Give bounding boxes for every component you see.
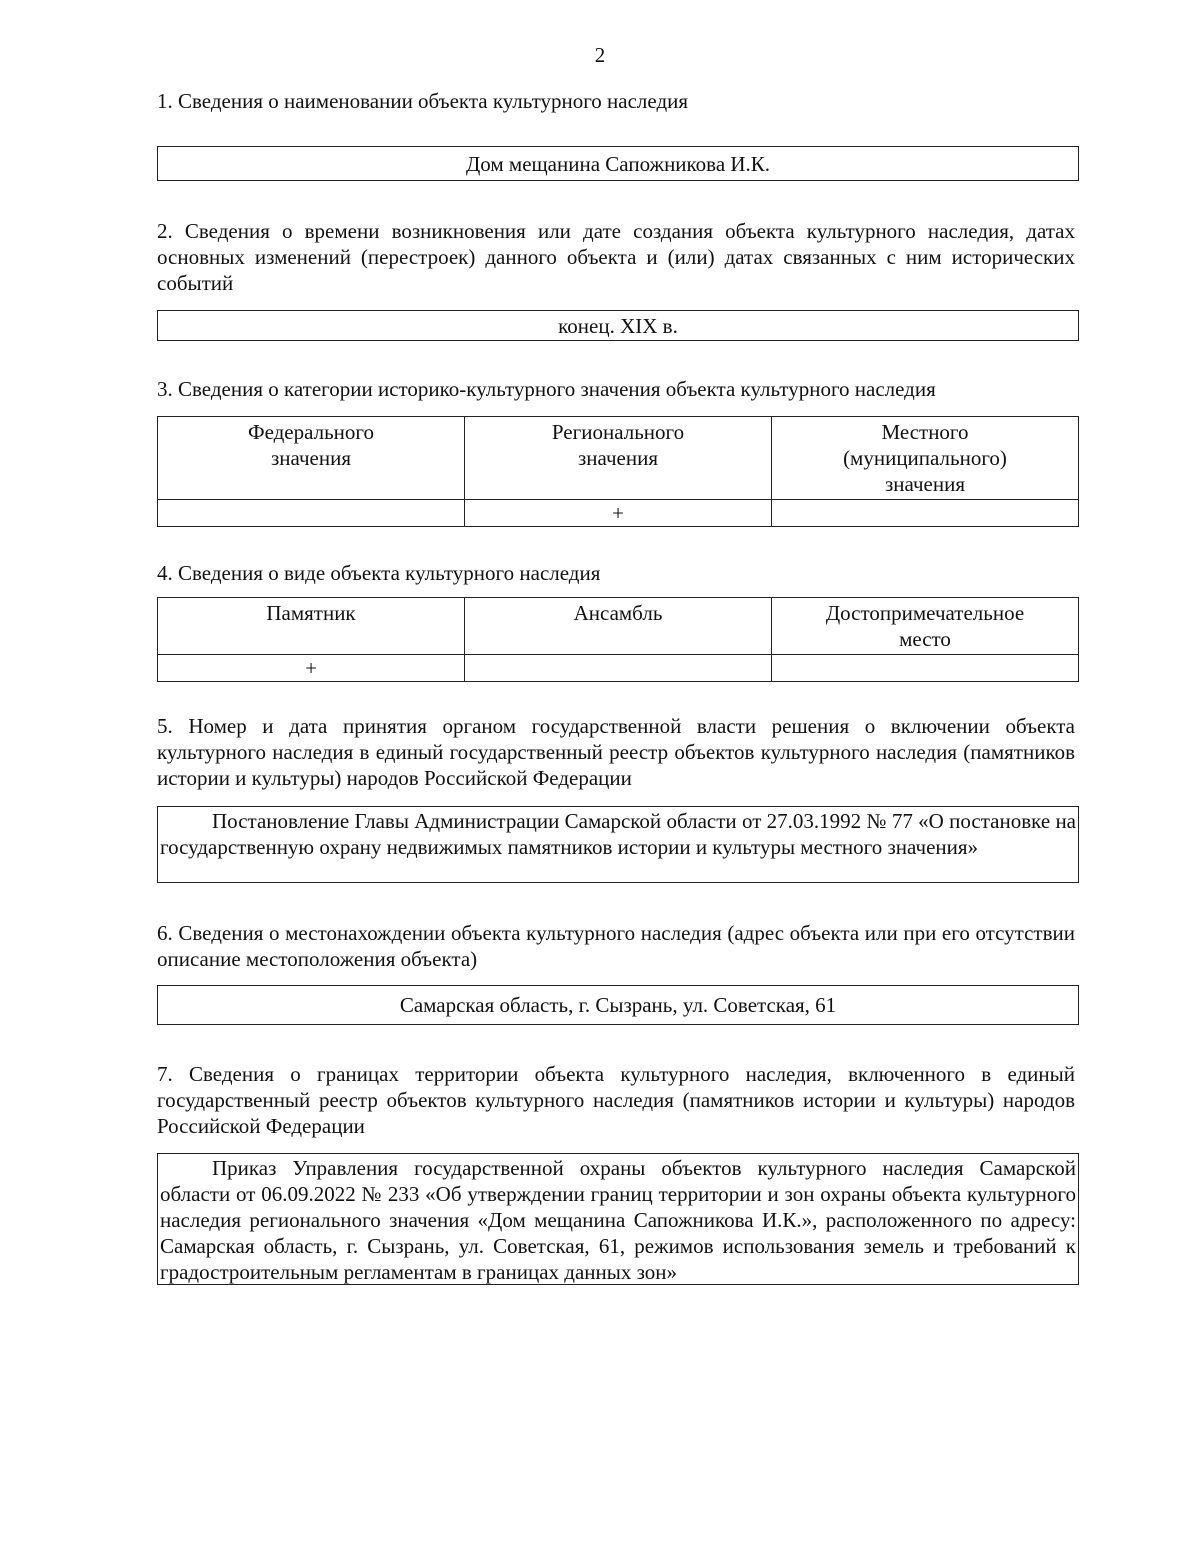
category-regional: Регионального значения bbox=[465, 417, 772, 500]
type-ensemble-mark bbox=[465, 655, 772, 682]
category-mark-row bbox=[158, 500, 1079, 527]
category-federal-mark bbox=[158, 500, 465, 527]
category-federal: Федерального значения bbox=[158, 417, 465, 500]
category-regional-mark: + bbox=[465, 500, 772, 527]
type-monument: Памятник bbox=[158, 598, 465, 655]
boundaries-order: Приказ Управления государственной охраны объектов культурного наследия Самарской области от 06.09.2022 № 233 «Об утверждении границ территории и зон охраны объекта культурного наследия регионального значения «Дом мещанина Сапожникова И.К.», расположенного по адресу: Самарская область, г. Сызрань, ул. Советская, 61, режимов использования земель и требований к градостроительным регламентам в границах данных зон» bbox=[160, 1156, 1076, 1284]
type-mark-row bbox=[158, 655, 1079, 682]
section-6-heading: 6. Сведения о местонахождении объекта культурного наследия (адрес объекта или при его отсутствии описание местоположения объекта) bbox=[157, 921, 1075, 971]
registry-decision: Постановление Главы Администрации Самарской области от 27.03.1992 № 77 «О постановке на государственную охрану недвижимых памятников истории и культуры местного значения» bbox=[160, 809, 1076, 859]
type-table bbox=[157, 597, 1079, 682]
section-5-heading: 5. Номер и дата принятия органом государственной власти решения о включении объекта культурного наследия в единый государственный реестр объектов культурного наследия (памятников истории и культуры) народов Российской Федерации bbox=[157, 714, 1075, 790]
section-5-decision-box bbox=[157, 806, 1079, 883]
object-address: Самарская область, г. Сызрань, ул. Советская, 61 bbox=[399, 993, 837, 1017]
creation-date: конец. XIX в. bbox=[558, 313, 678, 338]
section-7-heading: 7. Сведения о границах территории объекта культурного наследия, включенного в единый государственный реестр объектов культурного наследия (памятников истории и культуры) народов Российской Федерации bbox=[157, 1062, 1075, 1138]
section-2-date-box bbox=[157, 310, 1079, 341]
type-ensemble: Ансамбль bbox=[465, 598, 772, 655]
category-local-mark bbox=[772, 500, 1079, 527]
section-1-heading: 1. Сведения о наименовании объекта культурного наследия bbox=[157, 89, 689, 113]
category-table bbox=[157, 416, 1079, 527]
section-4-heading: 4. Сведения о виде объекта культурного наследия bbox=[157, 561, 601, 585]
section-7-boundaries-box bbox=[157, 1153, 1079, 1285]
type-monument-mark: + bbox=[158, 655, 465, 682]
section-2-heading: 2. Сведения о времени возникновения или дате создания объекта культурного наследия, датах основных изменений (перестроек) данного объекта и (или) датах связанных с ним исторических событий bbox=[157, 219, 1075, 295]
page-number: 2 bbox=[594, 43, 606, 67]
section-3-heading: 3. Сведения о категории историко-культурного значения объекта культурного наследия bbox=[157, 377, 936, 401]
category-header-row bbox=[158, 417, 1079, 500]
type-landmark: Достопримечательное место bbox=[772, 598, 1079, 655]
category-local: Местного (муниципального) значения bbox=[772, 417, 1079, 500]
section-6-address-box bbox=[157, 985, 1079, 1025]
section-1-name-box bbox=[157, 146, 1079, 181]
type-landmark-mark bbox=[772, 655, 1079, 682]
type-header-row bbox=[158, 598, 1079, 655]
object-name: Дом мещанина Сапожникова И.К. bbox=[465, 151, 771, 176]
